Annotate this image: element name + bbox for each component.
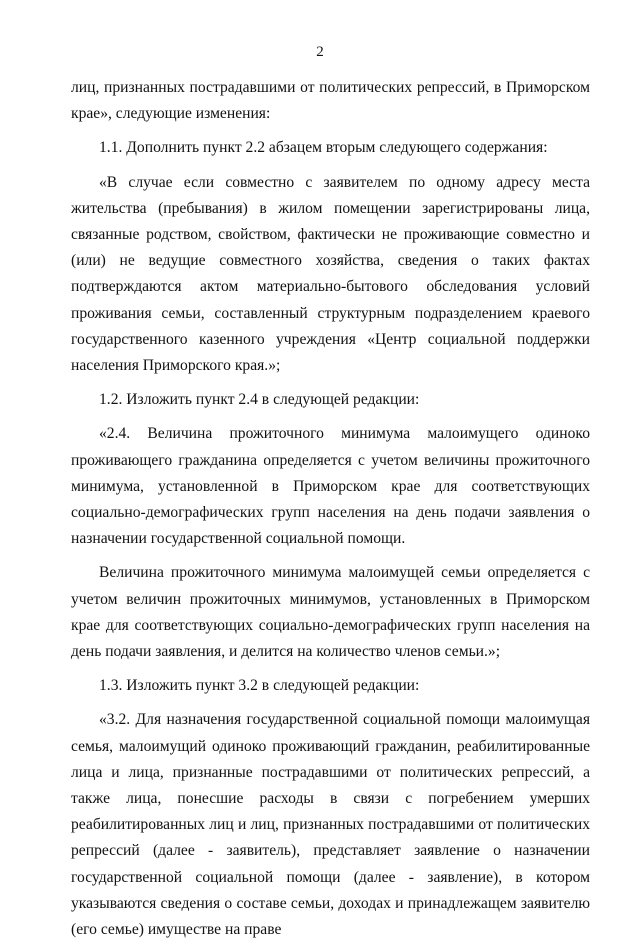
paragraph-family-minimum: Величина прожиточного минимума малоимущей семьи определяется с учетом величин прожиточных минимумов, установленных в Приморском крае для соответствующих социально-демографических групп населения на день подачи заявления, и делится на количество членов семьи.»; [71,564,590,661]
paragraph-quote-3-2: «3.2. Для назначения государственной социальной помощи малоимущая семья, малоимущий одиноко проживающий гражданин, реабилитированные лица и лица, признанные пострадавшими от политических репрессий, а также лица, понесшие расходы в связи с погребением умерших реабилитированных лиц и лиц, признанных пострадавшими от политических репрессий (далее - заявитель), представляет заявление о назначении государственной социальной помощи (далее - заявление), в котором указываются сведения о составе семьи, доходах и принадлежащем заявителю (его семье) имуществе на праве [71,711,590,939]
paragraph-item-1-2: 1.2. Изложить пункт 2.4 в следующей редакции: [99,391,420,409]
paragraph-item-1-3: 1.3. Изложить пункт 3.2 в следующей редакции: [99,677,420,695]
paragraph-item-1-1: 1.1. Дополнить пункт 2.2 абзацем вторым следующего содержания: [99,139,548,157]
page-number: 2 [316,44,324,60]
paragraph-quote-2-4: «2.4. Величина прожиточного минимума малоимущего одиноко проживающего гражданина определяется с учетом величины прожиточного минимума, установленной в Приморском крае для соответствующих социально-демографических групп населения на день подачи заявления о назначении государственной социальной помощи. [71,425,590,548]
document-body [71,75,590,943]
paragraph-intro-continuation: лиц, признанных пострадавшими от политических репрессий, в Приморском крае», следующие изменения: [71,79,590,123]
paragraph-quote-2-2: «В случае если совместно с заявителем по одному адресу места жительства (пребывания) в жилом помещении зарегистрированы лица, связанные родством, свойством, фактически не проживающие совместно и (или) не ведущие совместного хозяйства, сведения о таких фактах подтверждаются актом материально-бытового обследования условий проживания семьи, составленный структурным подразделением краевого государственного казенного учреждения «Центр социальной поддержки населения Приморского края.»; [71,173,590,375]
